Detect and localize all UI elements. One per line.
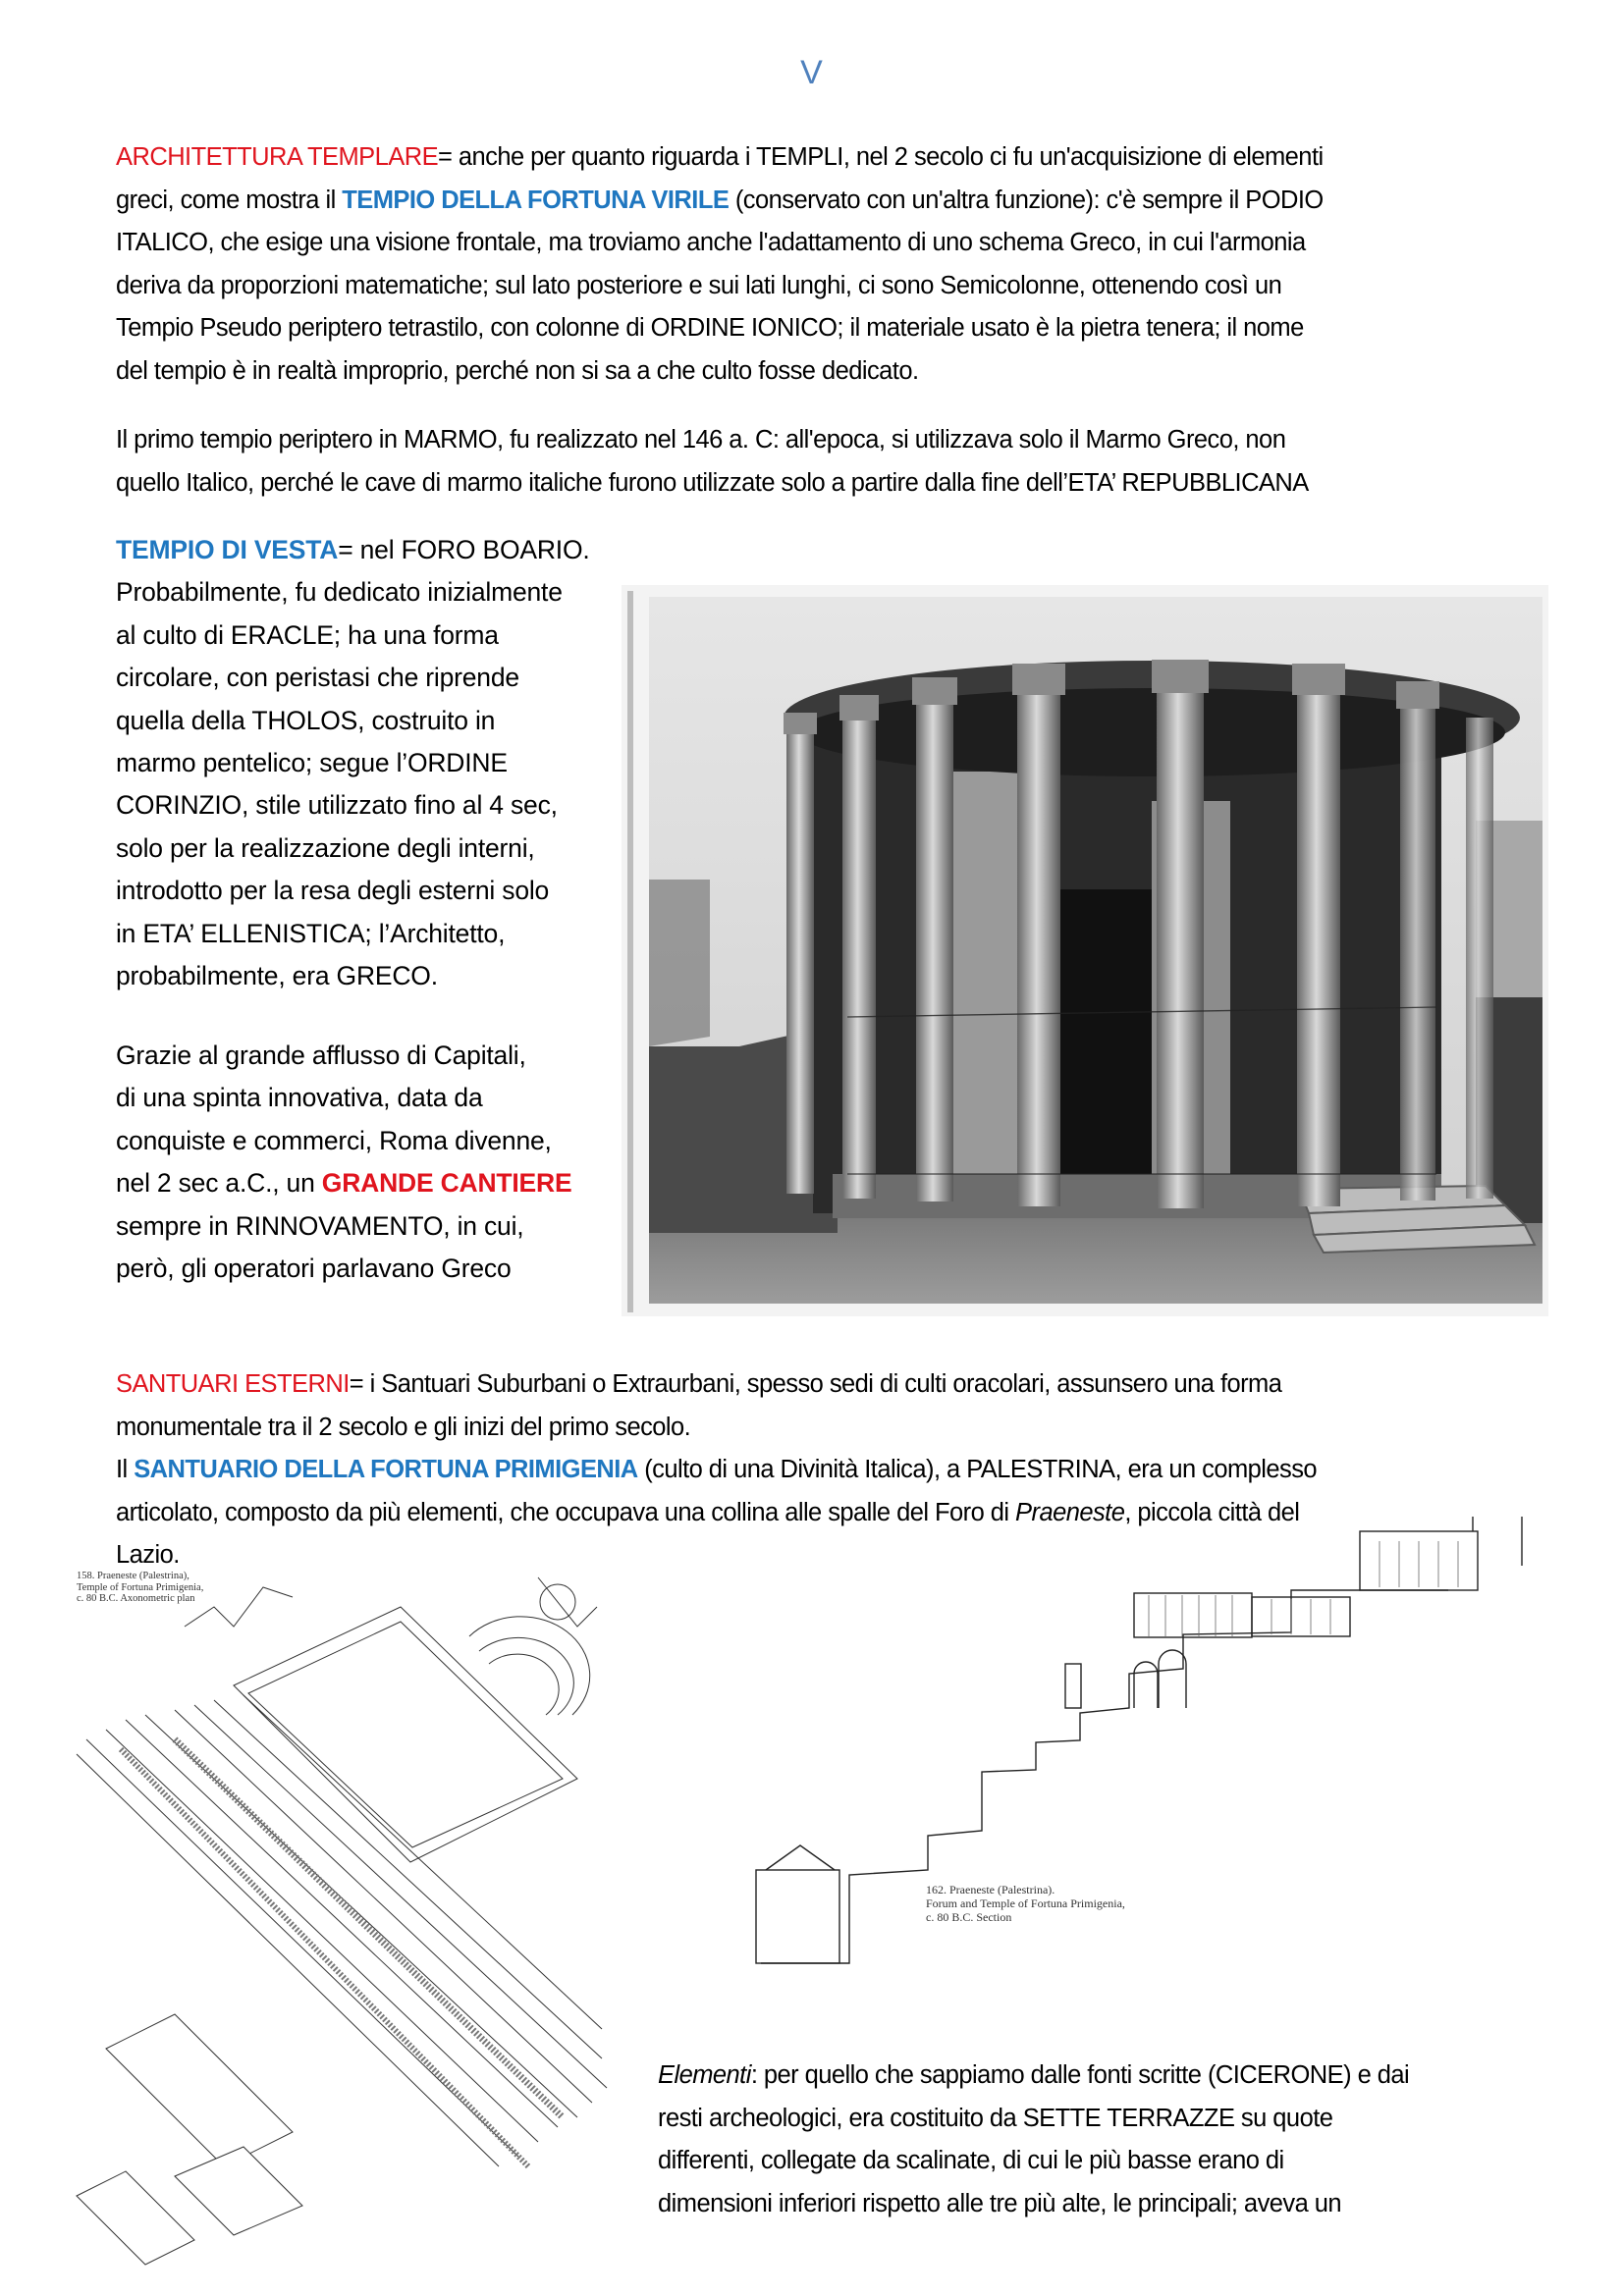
text-line: probabilmente, era GRECO.: [116, 961, 438, 991]
heading-architettura-templare: ARCHITETTURA TEMPLARE: [116, 143, 439, 171]
highlight-santuario-fortuna-primigenia: SANTUARIO DELLA FORTUNA PRIMIGENIA: [134, 1456, 638, 1483]
heading-tempio-di-vesta: TEMPIO DI VESTA: [116, 535, 339, 564]
caption-line: 162. Praeneste (Palestrina).: [926, 1883, 1055, 1896]
text-line: introdotto per la resa degli esterni solo: [116, 876, 550, 906]
caption-line: c. 80 B.C. Axonometric plan: [77, 1593, 195, 1604]
caption-line: Forum and Temple of Fortuna Primigenia,: [926, 1896, 1125, 1910]
text-line: CORINZIO, stile utilizzato fino al 4 sec,: [116, 790, 558, 821]
text-line: Grazie al grande afflusso di Capitali,: [116, 1041, 526, 1070]
label-elementi: Elementi: [658, 2061, 751, 2089]
caption-line: c. 80 B.C. Section: [926, 1910, 1012, 1924]
text-span: articolato, composto da più elementi, che occupava una collina alle spalle del Foro di: [116, 1498, 1016, 1526]
text-line: di una spinta innovativa, data da: [116, 1083, 483, 1113]
text-span: (conservato con un'altra funzione): c'è sempre il PODIO: [729, 186, 1324, 214]
paragraph-marmo: [116, 419, 1510, 505]
text-line: [116, 529, 626, 571]
text-line: [658, 2055, 1542, 2098]
text-line: [116, 180, 1510, 223]
text-line: [116, 1449, 1510, 1492]
paragraph-architettura-templare: [116, 136, 1510, 393]
text-line: Lazio.: [116, 1541, 180, 1569]
text-line: [116, 1363, 1510, 1407]
text-line: ITALICO, che esige una visione frontale, ma troviamo anche l'adattamento di uno schema Greco, in cui l'armonia: [116, 229, 1306, 256]
text-line: Il primo tempio periptero in MARMO, fu realizzato nel 146 a. C: all'epoca, si utilizzava solo il Marmo Greco, non: [116, 426, 1286, 454]
text-line: deriva da proporzioni matematiche; sul lato posteriore e sui lati lunghi, ci sono Semicolonne, ottenendo così un: [116, 271, 1282, 299]
figure-axonometric-plan: [67, 1568, 617, 2289]
caption-section: [926, 1883, 1125, 1924]
text-line: circolare, con peristasi che riprende: [116, 663, 519, 693]
caption-line: 158. Praeneste (Palestrina),: [77, 1571, 189, 1581]
paragraph-grande-cantiere: [116, 1035, 626, 1290]
text-line: differenti, collegate da scalinate, di cui le più basse erano di: [658, 2147, 1284, 2174]
page-number: V: [800, 54, 823, 91]
photo-tempio-di-vesta: [622, 585, 1548, 1316]
section-drawing: [741, 1517, 1546, 1978]
text-span: , piccola città del: [1124, 1498, 1300, 1526]
text-line: del tempio è in realtà improprio, perché non si sa a che culto fosse dedicato.: [116, 356, 919, 385]
text-span: = nel FORO BOARIO.: [338, 535, 590, 564]
text-line: al culto di ERACLE; ha una forma: [116, 619, 499, 650]
highlight-grande-cantiere: GRANDE CANTIERE: [321, 1168, 572, 1199]
text-line: però, gli operatori parlavano Greco: [116, 1254, 512, 1284]
caption-axonometric-plan: [77, 1571, 203, 1605]
text-span: greci, come mostra il: [116, 186, 343, 214]
text-span: nel 2 sec a.C., un: [116, 1168, 322, 1199]
caption-line: Temple of Fortuna Primigenia,: [77, 1581, 204, 1593]
heading-santuari-esterni: SANTUARI ESTERNI: [116, 1370, 350, 1398]
text-line: dimensioni inferiori rispetto alle tre più alte, le principali; aveva un: [658, 2189, 1342, 2217]
figure-section: [741, 1517, 1546, 1978]
text-line: Tempio Pseudo periptero tetrastilo, con colonne di ORDINE IONICO; il materiale usato è la pietra tenera; il nome: [116, 314, 1304, 342]
text-line: solo per la realizzazione degli interni,: [116, 832, 535, 863]
paragraph-elementi: [658, 2055, 1542, 2225]
highlight-tempio-fortuna-virile: TEMPIO DELLA FORTUNA VIRILE: [342, 186, 730, 214]
text-line: [116, 1162, 626, 1204]
text-line: quella della THOLOS, costruito in: [116, 705, 496, 735]
text-line: marmo pentelico; segue l’ORDINE: [116, 748, 508, 778]
text-line: monumentale tra il 2 secolo e gli inizi del primo secolo.: [116, 1413, 691, 1441]
text-span: = i Santuari Suburbani o Extraurbani, spesso sedi di culti oracolari, assunsero una forma: [349, 1370, 1282, 1398]
temple-photo-illustration: [622, 585, 1548, 1316]
text-line: conquiste e commerci, Roma divenne,: [116, 1125, 552, 1155]
text-span: (culto di una Divinità Italica), a PALESTRINA, era un complesso: [637, 1456, 1318, 1483]
text-line: resti archeologici, era costituito da SETTE TERRAZZE su quote: [658, 2104, 1333, 2132]
italic-praeneste: Praeneste: [1015, 1498, 1125, 1526]
text-line: quello Italico, perché le cave di marmo italiche furono utilizzate solo a partire dalla fine dell’ETA’ REPUBBLICANA: [116, 468, 1309, 497]
text-line: sempre in RINNOVAMENTO, in cui,: [116, 1210, 524, 1241]
text-span: Il: [116, 1456, 135, 1483]
text-span: : per quello che sappiamo dalle fonti scritte (CICERONE) e dai: [750, 2061, 1410, 2089]
text-line: in ETA’ ELLENISTICA; l’Architetto,: [116, 918, 506, 948]
axonometric-plan-drawing: [67, 1568, 617, 2289]
text-line: [116, 136, 1510, 180]
text-span: = anche per quanto riguarda i TEMPLI, nel 2 secolo ci fu un'acquisizione di elementi: [438, 143, 1324, 171]
paragraph-tempio-di-vesta: [116, 529, 626, 997]
text-line: Probabilmente, fu dedicato inizialmente: [116, 577, 563, 608]
